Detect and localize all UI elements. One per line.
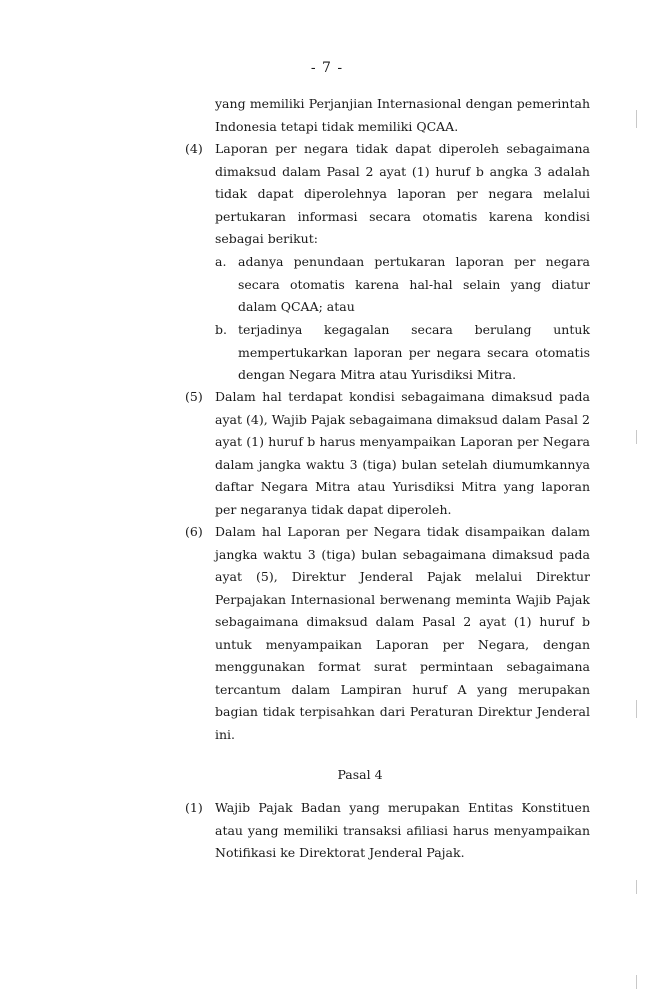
section-paragraph-1-text: Wajib Pajak Badan yang merupakan Entitas Konstituen atau yang memiliki transaksi afiliasi harus menyampaikan Notifikasi ke Direktorat Jenderal Pajak.	[215, 800, 590, 860]
paragraph-5-text: Dalam hal terdapat kondisi sebagaimana dimaksud pada ayat (4), Wajib Pajak sebagaimana dimaksud dalam Pasal 2 ayat (1) huruf b harus menyampaikan Laporan per Negara dalam jangka waktu 3 (tiga) bulan setelah diumumkannya daftar Negara Mitra atau Yurisdiksi Mitra yang laporan per negaranya tidak dapat diperoleh.	[215, 389, 590, 517]
paragraph-4-number: (4)	[185, 141, 203, 156]
scan-mark	[636, 110, 637, 128]
paragraph-6-number: (6)	[185, 524, 203, 539]
continuation-text: yang memiliki Perjanjian Internasional dengan pemerintah Indonesia tetapi tidak memiliki QCAA.	[215, 96, 590, 134]
item-b-letter: b.	[215, 322, 227, 337]
item-a-letter: a.	[215, 254, 227, 269]
scan-mark	[636, 430, 637, 444]
paragraph-6-text: Dalam hal Laporan per Negara tidak disampaikan dalam jangka waktu 3 (tiga) bulan sebagaimana dimaksud pada ayat (5), Direktur Jenderal Pajak melalui Direktur Perpajakan Internasional berwenang meminta Wajib Pajak sebagaimana dimaksud dalam Pasal 2 ayat (1) huruf b untuk menyampaikan Laporan per Negara, dengan menggunakan format surat permintaan sebagaimana tercantum dalam Lampiran huruf A yang merupakan bagian tidak terpisahkan dari Peraturan Direktur Jenderal ini.	[215, 524, 590, 742]
scan-mark	[636, 700, 637, 718]
section-paragraph-1-number: (1)	[185, 800, 203, 815]
paragraph-5-number: (5)	[185, 389, 203, 404]
paragraph-4-text: Laporan per negara tidak dapat diperoleh sebagaimana dimaksud dalam Pasal 2 ayat (1) huruf b angka 3 adalah tidak dapat diperolehnya laporan per negara melalui pertukaran informasi secara otomatis karena kondisi sebagai berikut:	[215, 141, 590, 246]
scan-mark	[636, 880, 637, 894]
section-heading: Pasal 4	[337, 767, 383, 782]
item-a-text: adanya penundaan pertukaran laporan per negara secara otomatis karena hal-hal selain yang diatur dalam QCAA; atau	[238, 254, 590, 314]
page-number: - 7 -	[310, 60, 344, 76]
item-b-text: terjadinya kegagalan secara berulang untuk mempertukarkan laporan per negara secara otomatis dengan Negara Mitra atau Yurisdiksi Mitra.	[238, 322, 590, 382]
scan-mark	[636, 975, 637, 989]
